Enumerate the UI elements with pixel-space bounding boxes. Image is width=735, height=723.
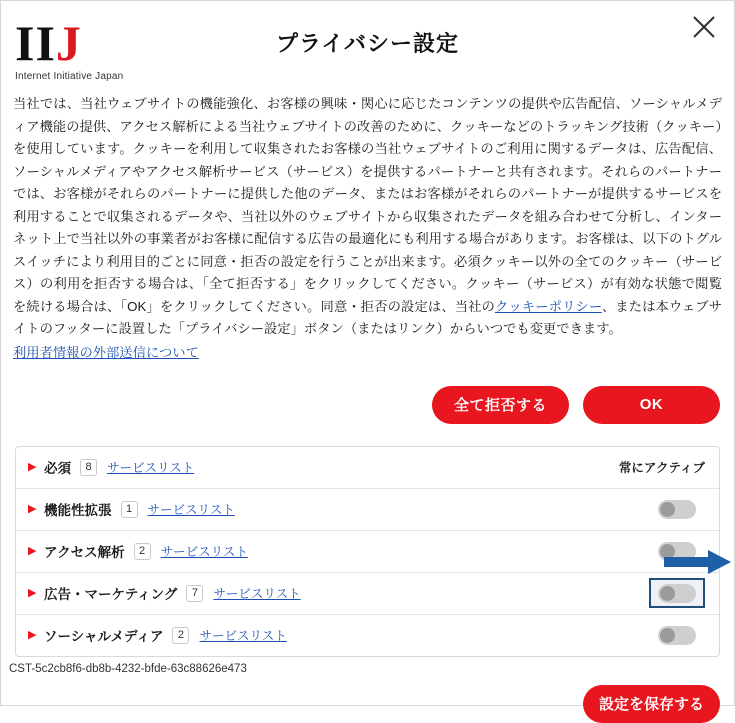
logo-mark-right: J bbox=[55, 15, 82, 71]
category-toggle[interactable] bbox=[658, 626, 696, 645]
category-count: 8 bbox=[80, 459, 97, 476]
toggle-knob bbox=[660, 586, 675, 601]
category-row-essential bbox=[16, 447, 719, 489]
toggle-cell bbox=[649, 620, 705, 650]
save-settings-button[interactable]: 設定を保存する bbox=[583, 685, 720, 723]
service-list-link[interactable]: サービスリスト bbox=[160, 545, 248, 559]
category-count: 2 bbox=[172, 627, 189, 644]
category-name: 広告・マーケティング bbox=[44, 587, 178, 602]
logo-mark-left: II bbox=[15, 15, 56, 71]
cookie-policy-link[interactable]: クッキーポリシー bbox=[494, 298, 602, 314]
pointer-arrow-icon bbox=[664, 549, 732, 575]
category-panel bbox=[15, 446, 720, 657]
toggle-knob bbox=[660, 502, 675, 517]
privacy-description bbox=[1, 93, 734, 341]
external-transmission-link-wrap bbox=[1, 342, 734, 362]
close-icon[interactable] bbox=[690, 13, 718, 41]
page-title: プライバシー設定 bbox=[276, 31, 459, 56]
chevron-right-icon[interactable]: ▶ bbox=[28, 586, 37, 599]
chevron-right-icon[interactable]: ▶ bbox=[28, 460, 37, 473]
category-count: 1 bbox=[121, 501, 138, 518]
description-part-2: 、または本ウェブサイトのフッターに設置した「プライバシー設定」ボタン（またはリンク）からいつでも変更できます。 bbox=[13, 298, 722, 336]
service-list-link[interactable]: サービスリスト bbox=[213, 587, 301, 601]
category-row-advertising bbox=[16, 573, 719, 615]
category-row-analytics bbox=[16, 531, 719, 573]
category-name: 必須 bbox=[44, 461, 71, 476]
category-row-social-media bbox=[16, 615, 719, 656]
chevron-right-icon[interactable]: ▶ bbox=[28, 628, 37, 641]
description-part-1: 当社では、当社ウェブサイトの機能強化、お客様の興味・関心に応じたコンテンツの提供や広告配信、ソーシャルメディア機能の提供、アクセス解析による当社ウェブサイトの改善のために、クッキーなどのトラッキング技術（クッキー）を使用しています。クッキーを利用して収集されたお客様の当社ウェブサイトのご利用に関するデータは、広告配信、ソーシャルメディアやアクセス解析サービス（サービス）を提供するパートナーと共有されます。それらのパートナーでは、お客様がそれらのパートナーに提供した他のデータ、またはお客様がそれらのパートナーが提供するサービスを利用することで収集されるデータや、当社以外のウェブサイトから収集されたデータを組み合わせて分析し、インターネット上で当社以外の事業者がお客様に配信する広告の最適化にも利用する場合があります。お客様は、以下のトグルスイッチにより利用目的ごとに同意・拒否の設定を行うことが出来ます。必須クッキー以外の全てのクッキー（サービス）の利用を拒否する場合は、「全て拒否する」をクリックしてください。クッキー（サービス）が有効な状態で閲覧を続ける場合は、「OK」をクリックしてください。同意・拒否の設定は、当社の bbox=[13, 96, 722, 314]
service-list-link[interactable]: サービスリスト bbox=[199, 629, 287, 643]
toggle-knob bbox=[660, 628, 675, 643]
primary-actions bbox=[1, 386, 734, 424]
service-list-link[interactable]: サービスリスト bbox=[147, 503, 235, 517]
save-actions bbox=[1, 685, 734, 723]
reject-all-button[interactable]: 全て拒否する bbox=[432, 386, 569, 424]
category-name: ソーシャルメディア bbox=[44, 629, 164, 644]
category-name: 機能性拡張 bbox=[44, 503, 112, 518]
toggle-cell bbox=[649, 494, 705, 524]
external-transmission-link[interactable]: 利用者情報の外部送信について bbox=[13, 344, 199, 360]
category-count: 7 bbox=[186, 585, 203, 602]
service-list-link[interactable]: サービスリスト bbox=[107, 461, 195, 475]
ok-button[interactable]: OK bbox=[583, 386, 720, 424]
dialog-header bbox=[1, 1, 734, 93]
category-count: 2 bbox=[134, 543, 151, 560]
logo-subtitle: Internet Initiative Japan bbox=[15, 71, 124, 82]
category-row-functional bbox=[16, 489, 719, 531]
category-name: アクセス解析 bbox=[44, 545, 125, 560]
chevron-right-icon[interactable]: ▶ bbox=[28, 502, 37, 515]
always-active-label: 常にアクティブ bbox=[618, 461, 705, 475]
chevron-right-icon[interactable]: ▶ bbox=[28, 544, 37, 557]
consent-id: CST-5c2cb8f6-db8b-4232-bfde-63c88626e473 bbox=[9, 662, 247, 675]
category-toggle[interactable] bbox=[658, 584, 696, 603]
category-toggle[interactable] bbox=[658, 500, 696, 519]
toggle-cell-focused bbox=[649, 578, 705, 608]
